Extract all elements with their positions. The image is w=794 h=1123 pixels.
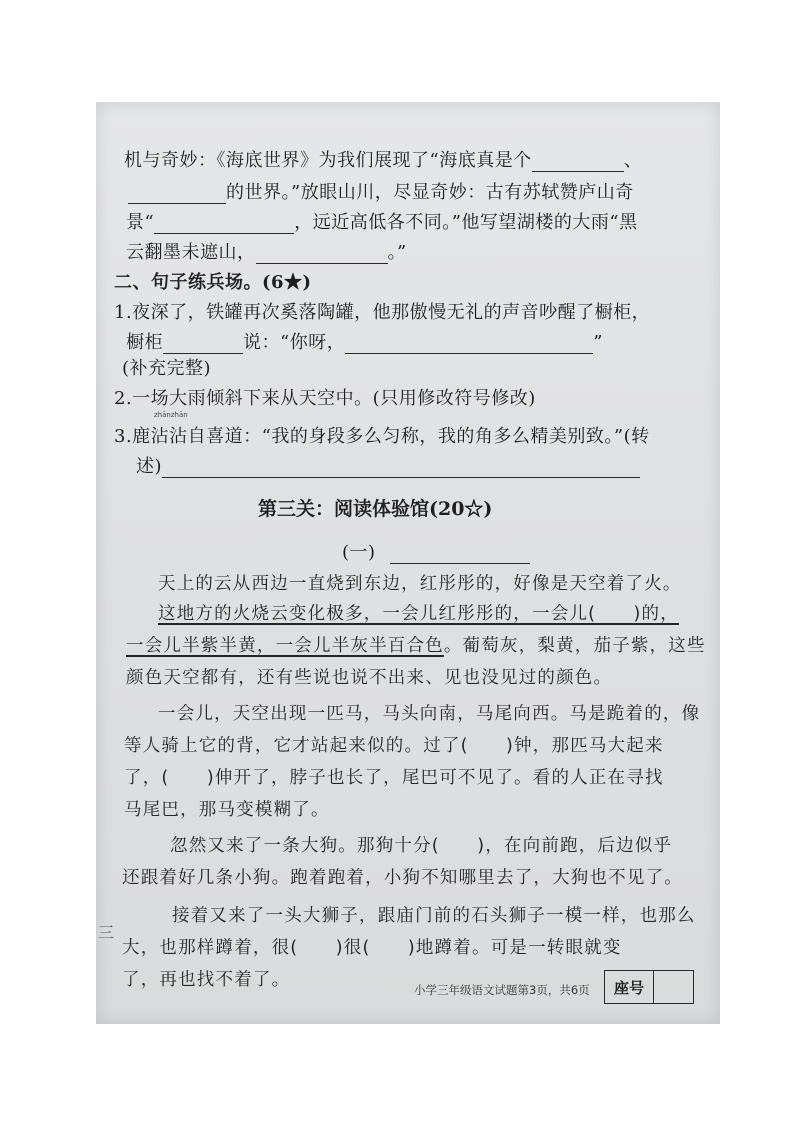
answer-blank[interactable] bbox=[162, 461, 640, 478]
section-title: 第三关：阅读体验馆(20☆) bbox=[258, 498, 493, 520]
passage-text: 景“ bbox=[126, 212, 155, 233]
reading-line: 等人骑上它的背，它才站起来似的。过了( )钟，那匹马大起来 bbox=[124, 736, 664, 756]
question-1-answer-line bbox=[126, 328, 603, 354]
seat-number-field[interactable] bbox=[654, 971, 693, 1003]
reading-text: 。葡萄灰，梨黄，茄子紫，这些 bbox=[443, 636, 706, 656]
passage-text: 的世界。”放眼山川，尽显奇妙：古有苏轼赞庐山奇 bbox=[226, 182, 634, 203]
question-1-note: (补充完整) bbox=[122, 358, 212, 379]
reading-line: 大，也那样蹲着，很( )很( )地蹲着。可是一转眼就变 bbox=[122, 938, 622, 958]
reading-line: 接着又来了一头大狮子，跟庙门前的石头狮子一模一样，也那么 bbox=[172, 906, 696, 926]
page-footer: 小学三年级语文试题第3页，共6页 bbox=[414, 983, 590, 997]
passage-line-2 bbox=[128, 178, 634, 204]
answer-blank[interactable] bbox=[163, 337, 243, 354]
reading-line: 了，( )伸开了，脖子也长了，尾巴可不见了。看的人正在寻找 bbox=[124, 768, 664, 788]
passage-text: 、 bbox=[623, 150, 643, 171]
answer-blank[interactable] bbox=[345, 337, 593, 354]
answer-blank[interactable] bbox=[390, 547, 530, 564]
reading-line: 还跟着好几条小狗。跑着跑着，小狗不知哪里去了，大狗也不见了。 bbox=[122, 868, 683, 888]
passage-line-1 bbox=[124, 146, 642, 172]
answer-blank[interactable] bbox=[532, 155, 624, 172]
question-text: ” bbox=[593, 332, 603, 353]
pinyin-annotation: zhānzhān bbox=[154, 411, 188, 419]
reading-line: 天上的云从西边一直烧到东边，红彤彤的，好像是天空着了火。 bbox=[158, 574, 682, 594]
passage-line-4 bbox=[126, 238, 407, 264]
reading-line: 忽然又来了一条大狗。那狗十分( )，在向前跑，后边似乎 bbox=[170, 836, 673, 856]
question-2-text: 2.一场大雨倾斜下来从天空中。(只用修改符号修改) bbox=[114, 388, 536, 409]
reading-line: 马尾巴，那马变模糊了。 bbox=[124, 800, 330, 820]
question-3-text: 3.鹿沾沾自喜道：“我的身段多么匀称，我的角多么精美别致。”(转 bbox=[114, 426, 650, 447]
question-text: 橱柜 bbox=[126, 332, 163, 353]
question-text: 述) bbox=[136, 456, 163, 477]
question-3-answer-line bbox=[136, 452, 640, 478]
question-1-text: 1.夜深了，铁罐再次奚落陶罐，他那傲慢无礼的声音吵醒了橱柜， bbox=[114, 302, 651, 323]
seat-number-box bbox=[604, 970, 694, 1004]
passage-line-3 bbox=[126, 208, 638, 234]
seat-label: 座号 bbox=[605, 971, 654, 1003]
reading-line: 颜色天空都有，还有些说也说不出来、见也没见过的颜色。 bbox=[126, 668, 613, 688]
reading-line bbox=[126, 632, 706, 657]
answer-blank[interactable] bbox=[128, 187, 226, 204]
exam-page-photo bbox=[96, 102, 720, 1024]
reading-line-underlined: 这地方的火烧云变化极多，一会儿红彤彤的，一会儿( )的， bbox=[158, 604, 679, 624]
reading-line: 了，再也找不着了。 bbox=[122, 970, 291, 990]
question-text: 说：“你呀， bbox=[243, 332, 346, 353]
passage-text: 机与奇妙：《海底世界》为我们展现了“海底真是个 bbox=[124, 150, 532, 171]
passage-text: 。” bbox=[387, 242, 407, 263]
reading-subtitle bbox=[342, 538, 530, 564]
answer-blank[interactable] bbox=[256, 247, 388, 264]
passage-text: ，远近高低各不同。”他写望湖楼的大雨“黑 bbox=[294, 212, 638, 233]
margin-mark: 三 bbox=[98, 923, 115, 942]
answer-blank[interactable] bbox=[154, 217, 294, 234]
underlined-sentence: 一会儿半紫半黄，一会儿半灰半百合色 bbox=[126, 636, 444, 656]
subtitle-text: (一) bbox=[342, 542, 376, 563]
passage-text: 云翻墨未遮山， bbox=[126, 242, 256, 263]
section-heading: 二、句子练兵场。(6★) bbox=[114, 272, 312, 293]
reading-line: 一会儿，天空出现一匹马，马头向南，马尾向西。马是跪着的，像 bbox=[158, 704, 701, 724]
